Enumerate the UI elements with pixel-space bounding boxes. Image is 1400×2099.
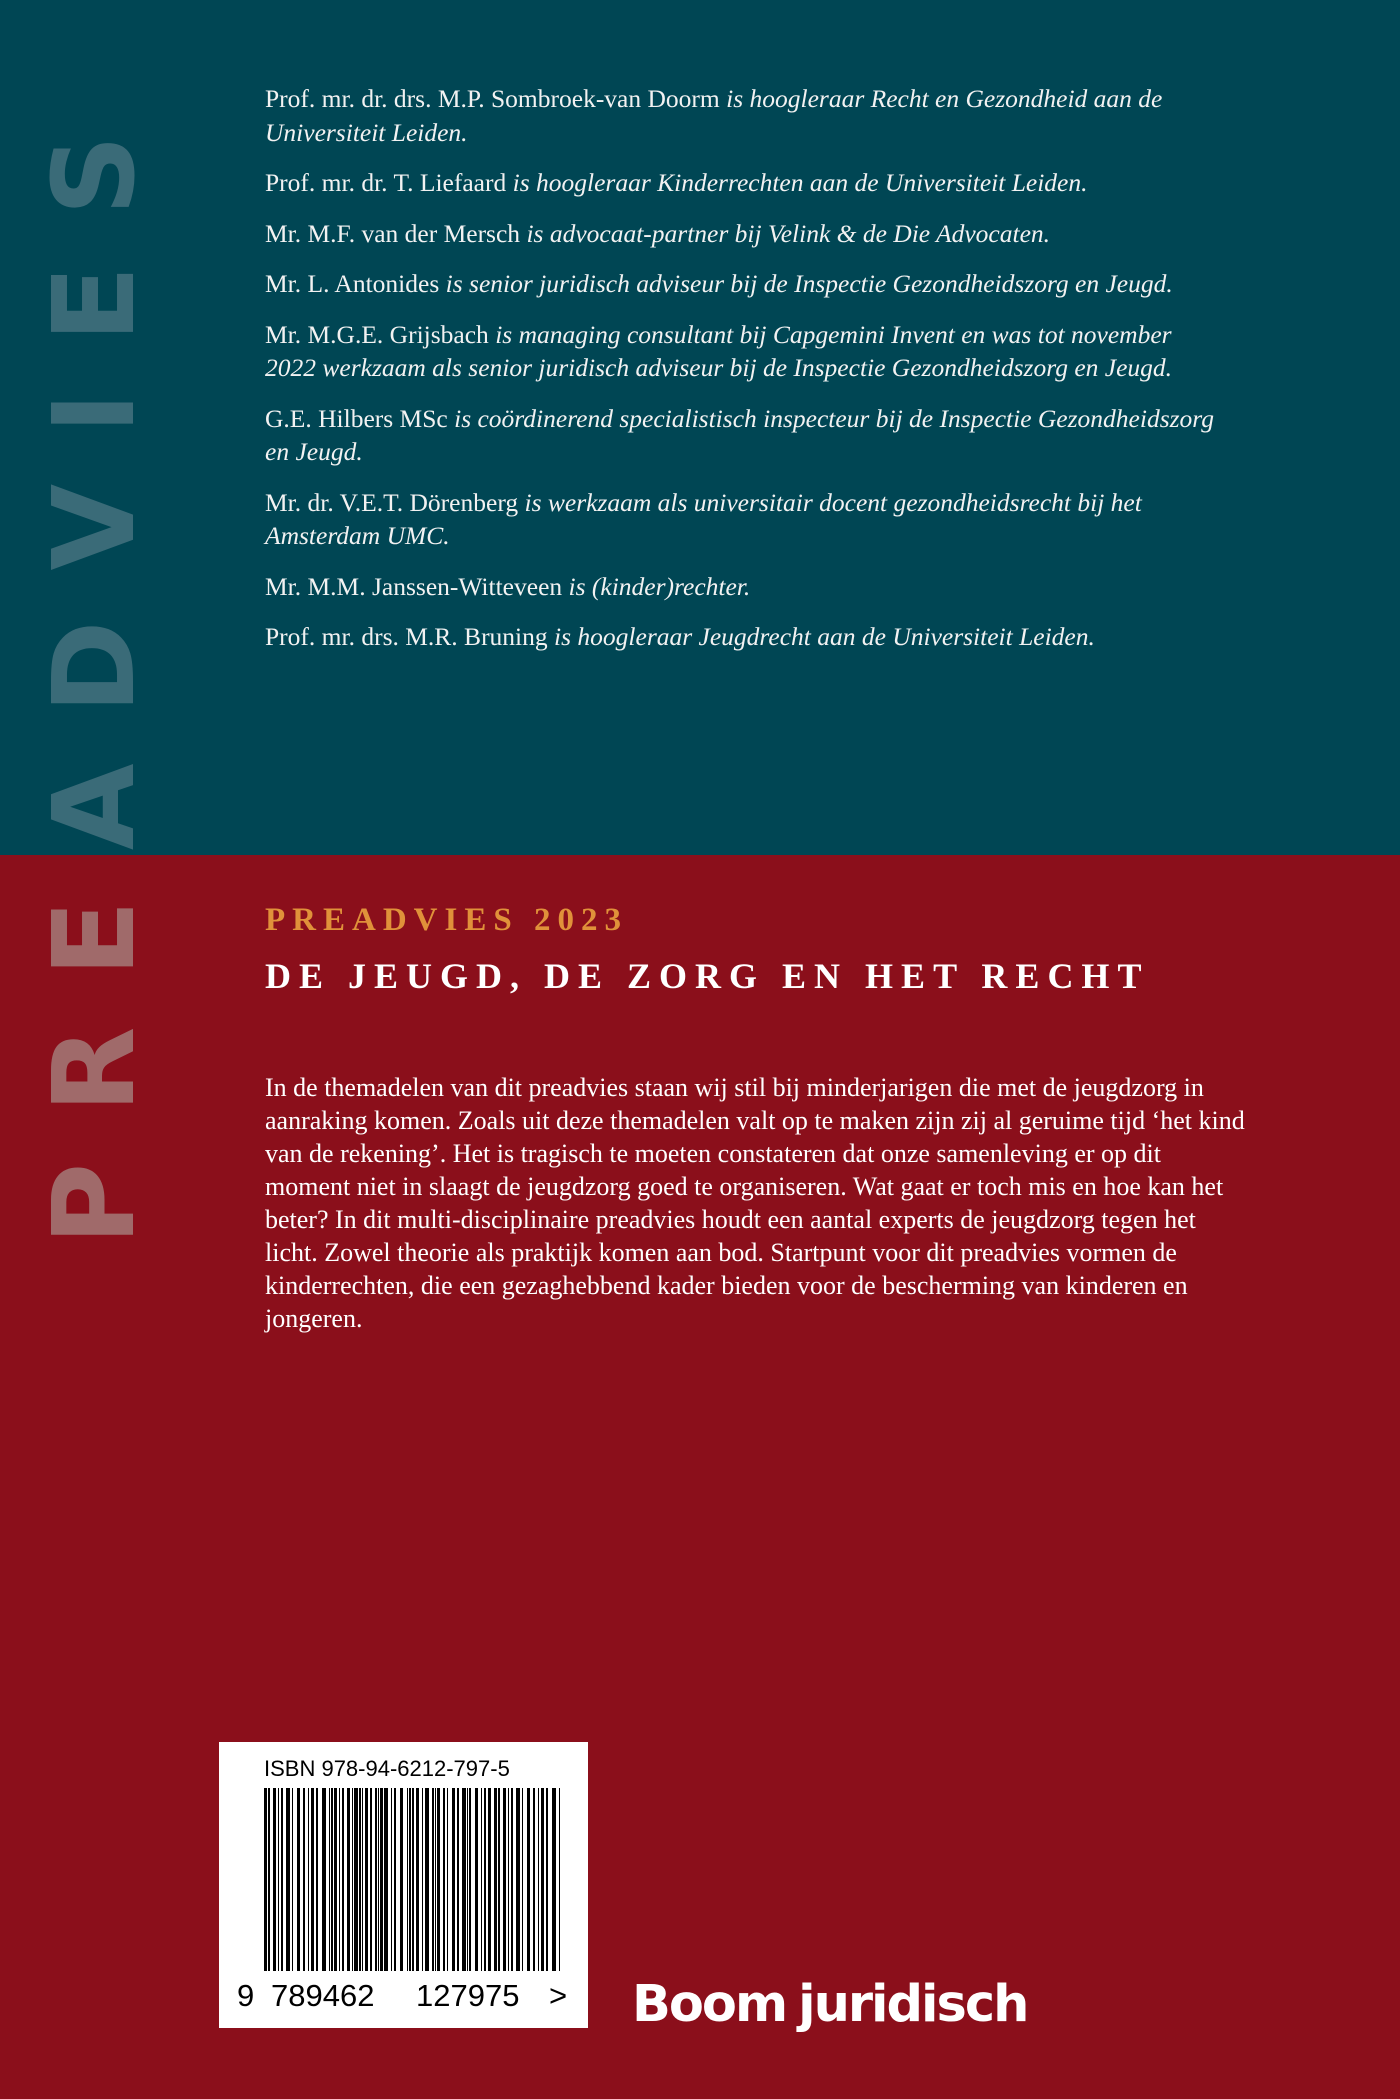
author-name: G.E. Hilbers MSc [265, 403, 448, 433]
barcode-marker: > [549, 1978, 568, 2013]
barcode-bar [538, 1788, 539, 1971]
barcode-bar [378, 1788, 379, 1971]
barcode-bar [359, 1788, 361, 1971]
author-description: is werkzaam als universitair docent gezondheidsrecht bij het Amsterdam UMC. [265, 487, 1142, 550]
barcode-bar [347, 1788, 350, 1971]
barcode-bar [552, 1788, 556, 1971]
author-name: Mr. M.G.E. Grijsbach [265, 319, 489, 349]
barcode-bar [522, 1788, 523, 1971]
author-description: is coördinerend specialistisch inspecteur bij de Inspectie Gezondheidszorg en Jeugd. [265, 403, 1215, 466]
barcode-bar [354, 1788, 358, 1971]
author-description: is (kinder)rechter. [568, 571, 751, 601]
barcode-bar [268, 1788, 270, 1971]
wordmark-advies: ADVIES [30, 84, 160, 851]
barcode-digits-left: 789462 [271, 1978, 375, 2013]
barcode-bar [407, 1788, 408, 1971]
author-name: Mr. L. Antonides [265, 269, 440, 298]
publisher-logo-juridisch: juridisch [798, 1975, 1028, 2034]
vertical-series-wordmark [30, 45, 160, 1245]
barcode-bar [273, 1788, 276, 1971]
author-entry [265, 570, 1225, 604]
author-description: is managing consultant bij Capgemini Invent en was tot november 2022 werkzaam als senior juridisch adviseur bij de Inspectie Gezondheidszorg en Jeugd. [265, 319, 1173, 382]
barcode-bar [278, 1788, 279, 1971]
barcode-bar [516, 1788, 520, 1971]
barcode-bar [467, 1788, 468, 1971]
barcode-bar [498, 1788, 500, 1971]
barcode-bar [384, 1788, 388, 1971]
author-description: is advocaat-partner bij Velink & de Die Advocaten. [526, 218, 1051, 248]
barcode-bar [437, 1788, 440, 1971]
publisher-logo-boom: Boom [632, 1975, 787, 2034]
author-entry [265, 620, 1225, 654]
barcode-bar [484, 1788, 486, 1971]
barcode-bar [380, 1788, 383, 1971]
barcode-bar [457, 1788, 459, 1971]
author-name: Mr. dr. V.E.T. Dörenberg [265, 487, 519, 517]
series-label: PREADVIES 2023 [265, 902, 628, 938]
barcode-bar [329, 1788, 330, 1971]
author-entry [265, 318, 1225, 385]
author-entry [265, 166, 1225, 200]
barcode-bar [400, 1788, 403, 1971]
barcode-bar [286, 1788, 290, 1971]
barcode-bar [533, 1788, 535, 1971]
author-entry [265, 267, 1225, 301]
wordmark-pre: PRE [30, 850, 160, 1245]
barcode-bar [508, 1788, 509, 1971]
barcode-bar [527, 1788, 530, 1971]
barcode-bars [264, 1788, 564, 1971]
barcode-bar [334, 1788, 337, 1971]
barcode-bar [365, 1788, 368, 1971]
barcode-bar [409, 1788, 411, 1971]
back-cover-blurb: In de themadelen van dit preadvies staan wij stil bij minderjarigen die met de jeugdzorg in aanraking komen. Zoals uit deze themadelen valt op te maken zijn zij al geruime tijd ‘het kind van de rekening’. Het is tragisch te moeten constateren dat onze samenleving er op dit moment niet in slaagt de jeugdzorg goed te organiseren. Wat gaat er toch mis en hoe kan het beter? In dit multi-disciplinaire preadvies houdt een aantal experts de jeugdzorg tegen het licht. Zowel theorie als praktijk komen aan bod. Startpunt voor dit preadvies vormen de kinderrechten, die een gezaghebbend kader bieden voor de bescherming van kinderen en jongeren. [265, 1073, 1245, 1333]
author-description: is senior juridisch adviseur bij de Inspectie Gezondheidszorg en Jeugd. [445, 269, 1173, 298]
author-name: Mr. M.F. van der Mersch [265, 218, 521, 248]
barcode-bar [443, 1788, 445, 1971]
author-description: is hoogleraar Jeugdrecht aan de Universiteit Leiden. [554, 622, 1095, 651]
barcode-bar [503, 1788, 506, 1971]
barcode-digits [219, 1978, 588, 2018]
barcode-bar [303, 1788, 305, 1971]
barcode-bar [292, 1788, 293, 1971]
barcode-bar [462, 1788, 466, 1971]
author-name: Prof. mr. drs. M.R. Bruning [265, 622, 548, 651]
barcode-bar [412, 1788, 414, 1971]
barcode-bar [494, 1788, 497, 1971]
barcode-bar [391, 1788, 392, 1971]
author-entry [265, 82, 1225, 149]
barcode-bar [297, 1788, 300, 1971]
barcode-bar [394, 1788, 396, 1971]
barcode-bar [425, 1788, 429, 1971]
barcode-bar [264, 1788, 267, 1971]
isbn-barcode [219, 1742, 588, 2028]
barcode-bar [281, 1788, 283, 1971]
author-name: Prof. mr. dr. T. Liefaard [265, 168, 507, 197]
barcode-bar [546, 1788, 548, 1971]
barcode-bar [447, 1788, 448, 1971]
barcode-bar [469, 1788, 471, 1971]
barcode-bar [322, 1788, 326, 1971]
barcode-bar [452, 1788, 455, 1971]
barcode-bar [311, 1788, 314, 1971]
barcode-bar [339, 1788, 340, 1971]
author-entry [265, 402, 1225, 469]
author-description: is hoogleraar Recht en Gezondheid aan de Universiteit Leiden. [265, 84, 1163, 147]
author-entry [265, 217, 1225, 251]
barcode-bar [481, 1788, 482, 1971]
barcode-bar [432, 1788, 434, 1971]
barcode-bar [342, 1788, 344, 1971]
barcode-bar [435, 1788, 436, 1971]
bottom-band [0, 855, 1400, 2099]
barcode-bar [422, 1788, 423, 1971]
author-description: is hoogleraar Kinderrechten aan de Universiteit Leiden. [512, 168, 1088, 197]
barcode-bar [370, 1788, 372, 1971]
author-entry [265, 486, 1225, 553]
barcode-bar [331, 1788, 333, 1971]
publisher-logo [632, 1975, 1027, 2034]
barcode-bar [475, 1788, 478, 1971]
barcode-bar [488, 1788, 491, 1971]
barcode-bar [308, 1788, 309, 1971]
barcode-bar [511, 1788, 513, 1971]
book-title: DE JEUGD, DE ZORG EN HET RECHT [265, 956, 1150, 996]
barcode-bar [316, 1788, 318, 1971]
barcode-bar [352, 1788, 353, 1971]
barcode-digits-right: 127975 [416, 1978, 520, 2013]
barcode-bar [559, 1788, 560, 1971]
barcode-bar [362, 1788, 363, 1971]
author-list [265, 82, 1225, 671]
author-name: Prof. mr. dr. drs. M.P. Sombroek-van Doorm [265, 84, 720, 113]
isbn-text: ISBN 978-94-6212-797-5 [264, 1756, 510, 1781]
barcode-bar [416, 1788, 419, 1971]
barcode-bar [375, 1788, 377, 1971]
barcode-bar [541, 1788, 544, 1971]
barcode-digit-first: 9 [237, 1978, 255, 2013]
author-name: Mr. M.M. Janssen-Witteveen [265, 571, 563, 601]
